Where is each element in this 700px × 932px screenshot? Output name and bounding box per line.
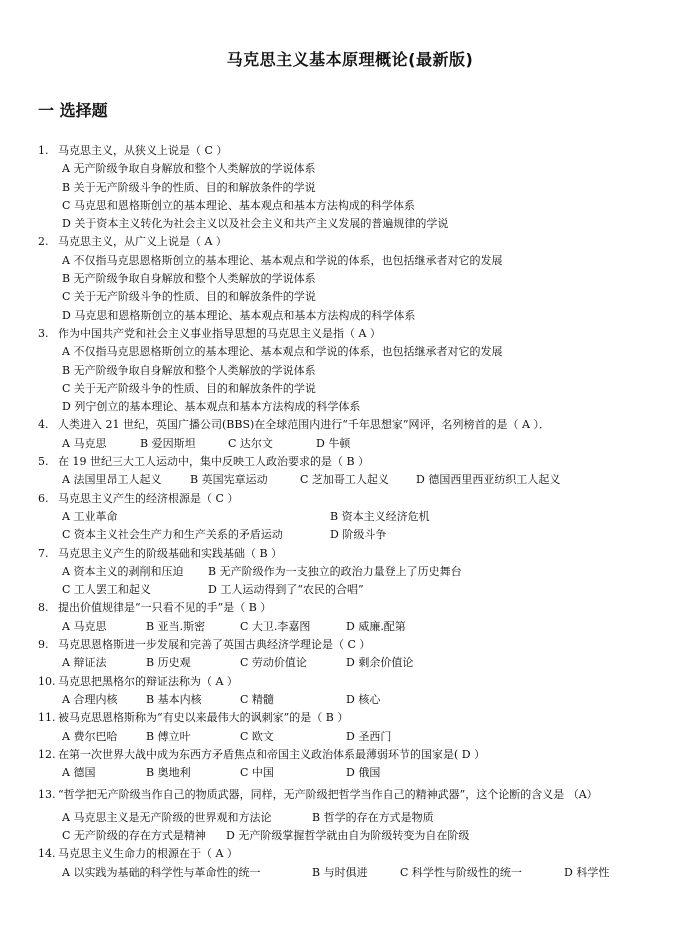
option: D 无产阶级掌握哲学就由自为阶级转变为自在阶级: [226, 828, 470, 842]
option-row: [38, 691, 678, 709]
question-text: 提出价值规律是“一只看不见的手”是（ B ）: [58, 601, 272, 615]
question-text: 被马克思恩格斯称为“有史以来最伟大的讽刺家”的是（ B ）: [58, 711, 349, 725]
option: A 工业革命: [62, 509, 118, 523]
option-row: [38, 563, 678, 581]
option: D 马克思和恩格斯创立的基本理论、基本观点和基本方法构成的科学体系: [62, 308, 416, 322]
question-number: 7.: [38, 546, 49, 560]
option-row: [38, 526, 678, 544]
option: B 爱因斯坦: [140, 436, 196, 450]
option: A 以实践为基础的科学性与革命性的统一: [62, 865, 261, 879]
option: A 马克思: [62, 619, 107, 633]
question-13: [38, 786, 678, 804]
option: B 亚当.斯密: [146, 619, 206, 633]
question-text: “哲学把无产阶级当作自己的物质武器，同样，无产阶级把哲学当作自己的精神武器”，这个论断的含义是 （A）: [58, 788, 598, 802]
question-text: 在 19 世纪三大工人运动中，集中反映工人政治要求的是（ B ）: [58, 455, 370, 469]
option: B 哲学的存在方式是物质: [312, 810, 434, 824]
question-1: [38, 142, 678, 160]
option: C 劳动价值论: [240, 656, 307, 670]
option: C 大卫.李嘉图: [240, 619, 311, 633]
document-title: 马克思主义基本原理概论(最新版): [226, 50, 474, 69]
option: A 马克思: [62, 436, 107, 450]
option: B 英国宪章运动: [190, 473, 268, 487]
option: B 无产阶级作为一支独立的政治力量登上了历史舞台: [208, 564, 462, 578]
option: A 不仅指马克思恩格斯创立的基本理论、基本观点和学说的体系，也包括继承者对它的发展: [62, 253, 503, 267]
question-3: [38, 325, 678, 343]
option: A 费尔巴哈: [62, 729, 118, 743]
question-text: 马克思主义产生的经济根源是（ C ）: [58, 491, 239, 505]
question-number: 1.: [38, 144, 49, 157]
question-text: 作为中国共产党和社会主义事业指导思想的马克思主义是指（ A ）: [58, 326, 381, 340]
option: D 核心: [346, 692, 381, 706]
option-row: [38, 764, 678, 782]
option: A 马克思主义是无产阶级的世界观和方法论: [62, 810, 272, 824]
question-text: 马克思主义产生的阶级基础和实践基础（ B ）: [58, 546, 283, 560]
question-number: 9.: [38, 638, 49, 652]
question-14: [38, 845, 678, 863]
option: C 工人罢工和起义: [62, 583, 151, 597]
option-row: [38, 809, 678, 827]
question-text: 在第一次世界大战中成为东西方矛盾焦点和帝国主义政治体系最薄弱环节的国家是( D ）: [58, 747, 486, 761]
option: B 资本主义经济危机: [330, 509, 430, 523]
option: B 无产阶级争取自身解放和整个人类解放的学说体系: [62, 272, 316, 286]
question-number: 5.: [38, 455, 49, 469]
option: C 中国: [240, 766, 274, 780]
option: A 无产阶级争取自身解放和整个人类解放的学说体系: [62, 162, 316, 176]
option: C 精髓: [240, 692, 274, 706]
option: D 阶级斗争: [330, 528, 387, 542]
option: D 威廉.配第: [346, 619, 406, 633]
option: D 列宁创立的基本理论、基本观点和基本方法构成的科学体系: [62, 400, 361, 414]
option: D 关于资本主义转化为社会主义以及社会主义和共产主义发展的普遍规律的学说: [62, 217, 449, 231]
question-number: 6.: [38, 491, 49, 505]
question-7: [38, 545, 678, 563]
option: A 法国里昂工人起义: [62, 473, 162, 487]
option: D 俄国: [346, 766, 381, 780]
option: C 马克思和恩格斯创立的基本理论、基本观点和基本方法构成的科学体系: [62, 198, 415, 212]
question-text: 人类进入 21 世纪，英国广播公司(BBS)在全球范围内进行“千年思想家”网评，名列榜首的是（ A ）．: [58, 418, 550, 432]
question-number: 4.: [38, 418, 49, 432]
option: B 历史观: [146, 656, 191, 670]
question-number: 12.: [38, 747, 56, 761]
option: C 达尔文: [228, 436, 273, 450]
question-number: 2.: [38, 235, 49, 249]
option: B 基本内核: [146, 692, 202, 706]
option: C 科学性与阶级性的统一: [400, 865, 522, 879]
option: B 无产阶级争取自身解放和整个人类解放的学说体系: [62, 363, 316, 377]
question-number: 11.: [38, 711, 56, 725]
option-row: [38, 435, 678, 453]
question-8: [38, 599, 678, 617]
option: A 资本主义的剥削和压迫: [62, 564, 184, 578]
section-heading: 一 选择题: [38, 101, 108, 120]
option-row: [38, 508, 678, 526]
option-row: [38, 618, 678, 636]
option: D 剩余价值论: [346, 656, 414, 670]
question-number: 13.: [38, 788, 56, 802]
option-row: [38, 864, 678, 882]
option: A 辩证法: [62, 656, 107, 670]
question-number: 14.: [38, 847, 56, 861]
question-text: 马克思主义生命力的根源在于（ A ）: [58, 847, 238, 861]
option: D 科学性: [564, 865, 610, 879]
question-5: [38, 453, 678, 471]
option: D 德国西里西亚纺织工人起义: [416, 473, 561, 487]
option: D 圣西门: [346, 729, 392, 743]
option: B 傅立叶: [146, 729, 191, 743]
option-row: [38, 654, 678, 672]
question-2: [38, 233, 678, 251]
option-row: [38, 471, 678, 489]
question-text: 马克思把黑格尔的辩证法称为（ A ）: [58, 674, 238, 688]
question-12: [38, 746, 678, 764]
option-row: [38, 728, 678, 746]
question-number: 3.: [38, 326, 49, 340]
option: B 与时俱进: [312, 865, 368, 879]
option-row: [38, 581, 678, 599]
option: C 芝加哥工人起义: [300, 473, 389, 487]
question-number: 8.: [38, 601, 49, 615]
question-list: [38, 142, 678, 882]
question-10: [38, 673, 678, 691]
option: A 德国: [62, 766, 96, 780]
question-text: 马克思主义，从广义上说是（ A ）: [58, 235, 227, 249]
option: A 不仅指马克思恩格斯创立的基本理论、基本观点和学说的体系，也包括继承者对它的发展: [62, 345, 503, 359]
option: A 合理内核: [62, 692, 118, 706]
option: B 奥地利: [146, 766, 191, 780]
question-6: [38, 490, 678, 508]
option: C 无产阶级的存在方式是精神: [62, 828, 206, 842]
option: C 关于无产阶级斗争的性质、目的和解放条件的学说: [62, 381, 316, 395]
question-11: [38, 709, 678, 727]
option: C 资本主义社会生产力和生产关系的矛盾运动: [62, 528, 283, 542]
option: C 欧文: [240, 729, 274, 743]
question-4: [38, 416, 678, 434]
option: D 牛顿: [316, 436, 351, 450]
question-9: [38, 636, 678, 654]
option: D 工人运动得到了“农民的合唱”: [208, 583, 364, 597]
option: B 关于无产阶级斗争的性质、目的和解放条件的学说: [62, 180, 316, 194]
question-text: 马克思恩格斯进一步发展和完善了英国古典经济学理论是（ C ）: [58, 638, 371, 652]
question-number: 10.: [38, 674, 56, 688]
option: C 关于无产阶级斗争的性质、目的和解放条件的学说: [62, 290, 316, 304]
question-text: 马克思主义，从狭义上说是（ C ）: [58, 144, 228, 157]
option-row: [38, 827, 678, 845]
